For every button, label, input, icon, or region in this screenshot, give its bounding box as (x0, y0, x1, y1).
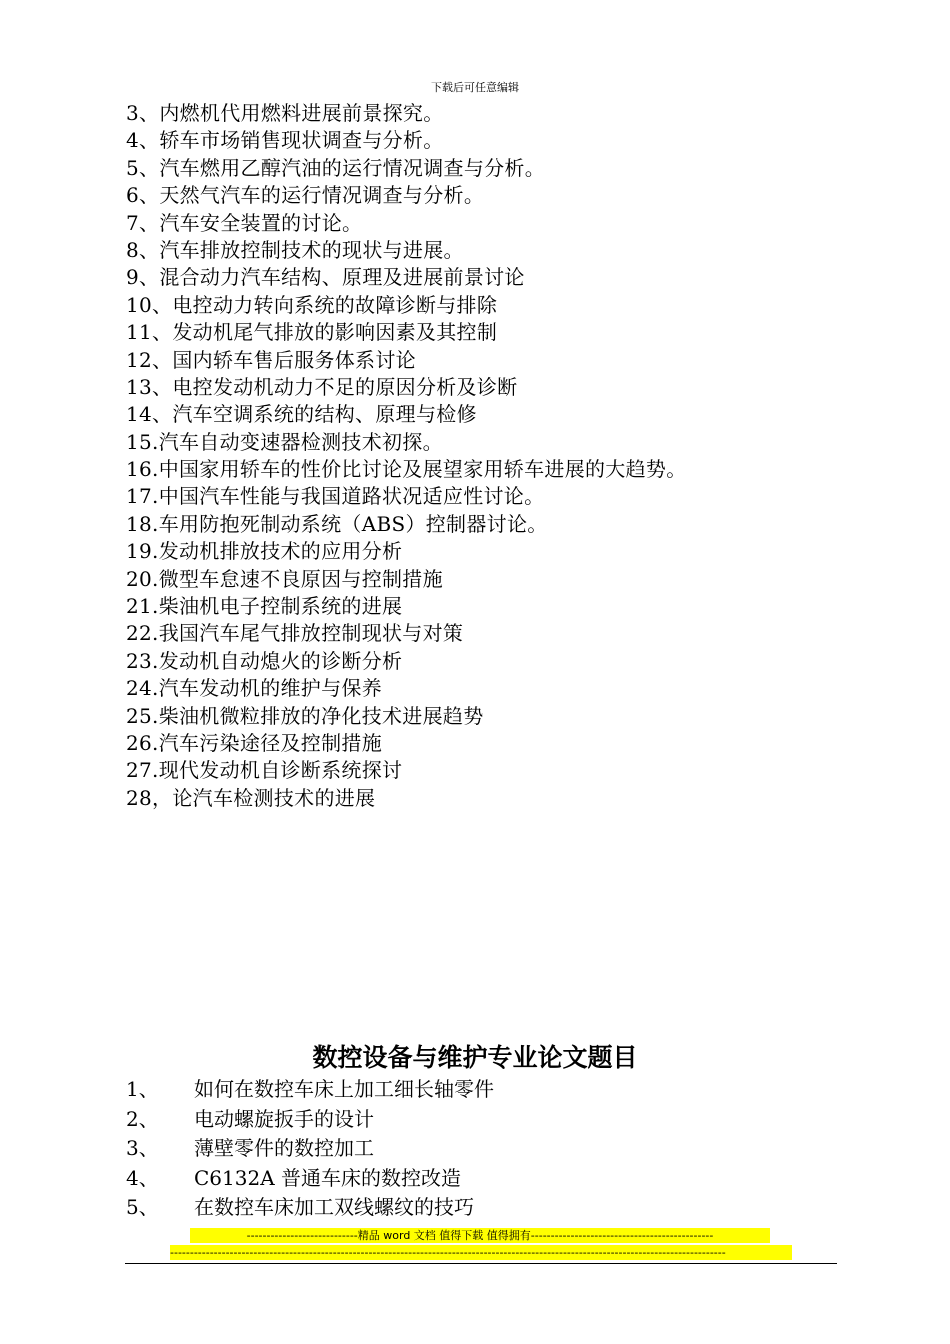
topic-item: 13、电控发动机动力不足的原因分析及诊断 (126, 374, 518, 399)
section-topic-item (126, 1134, 494, 1164)
section-topic-text: C6132A 普通车床的数控改造 (194, 1165, 462, 1190)
section-topic-text: 在数控车床加工双线螺纹的技巧 (194, 1195, 474, 1219)
topic-item: 24.汽车发动机的维护与保养 (126, 676, 383, 701)
topic-item: 20.微型车怠速不良原因与控制措施 (126, 566, 443, 591)
topic-item: 28，论汽车检测技术的进展 (126, 785, 376, 810)
section-topic-number: 1、 (126, 1077, 159, 1101)
section-topic-number: 4、 (126, 1165, 159, 1190)
topic-item: 9、混合动力汽车结构、原理及进展前景讨论 (126, 265, 525, 290)
section-topic-item (126, 1075, 494, 1105)
section-topic-text: 薄壁零件的数控加工 (194, 1136, 374, 1160)
topic-item: 22.我国汽车尾气排放控制现状与对策 (126, 621, 464, 646)
topic-item: 3、内燃机代用燃料进展前景探究。 (126, 101, 444, 125)
section-topic-item (126, 1105, 494, 1135)
footer-highlight-line-2: -------------------------------------------------------------------------------------------------------------------------------------------- (170, 1245, 792, 1260)
topic-item: 5、汽车燃用乙醇汽油的运行情况调查与分析。 (126, 155, 546, 180)
topic-item: 26.汽车污染途径及控制措施 (126, 730, 383, 755)
section-topic-item (126, 1164, 494, 1194)
section-topic-text: 如何在数控车床上加工细长轴零件 (194, 1077, 494, 1101)
topic-item: 4、轿车市场销售现状调查与分析。 (126, 128, 444, 153)
topic-item: 19.发动机排放技术的应用分析 (126, 539, 403, 564)
topic-item: 6、天然气汽车的运行情况调查与分析。 (126, 183, 485, 208)
topic-list (126, 100, 687, 812)
topic-item: 11、发动机尾气排放的影响因素及其控制 (126, 320, 498, 345)
page-header-note: 下载后可任意编辑 (431, 81, 519, 94)
topic-item: 12、国内轿车售后服务体系讨论 (126, 347, 416, 372)
topic-item: 18.车用防抱死制动系统（ABS）控制器讨论。 (126, 511, 548, 536)
section-topic-number: 2、 (126, 1106, 159, 1131)
topic-item: 23.发动机自动熄火的诊断分析 (126, 648, 403, 673)
topic-item: 25.柴油机微粒排放的净化技术进展趋势 (126, 703, 484, 728)
topic-item: 10、电控动力转向系统的故障诊断与排除 (126, 292, 498, 317)
topic-item: 8、汽车排放控制技术的现状与进展。 (126, 237, 464, 262)
topic-item: 7、汽车安全装置的讨论。 (126, 210, 363, 235)
topic-item: 27.现代发动机自诊断系统探讨 (126, 758, 403, 783)
topic-item: 14、汽车空调系统的结构、原理与检修 (126, 402, 477, 427)
topic-item: 16.中国家用轿车的性价比讨论及展望家用轿车进展的大趋势。 (126, 457, 687, 482)
section-title: 数控设备与维护专业论文题目 (312, 1043, 638, 1072)
section-topic-list (126, 1075, 494, 1223)
topic-item: 15.汽车自动变速器检测技术初探。 (126, 429, 443, 454)
footer-divider (125, 1263, 837, 1264)
section-topic-number: 3、 (126, 1136, 159, 1160)
topic-item: 17.中国汽车性能与我国道路状况适应性讨论。 (126, 484, 545, 509)
section-topic-text: 电动螺旋扳手的设计 (194, 1106, 374, 1131)
section-topic-item (126, 1193, 494, 1223)
topic-item: 21.柴油机电子控制系统的进展 (126, 594, 403, 619)
section-topic-number: 5、 (126, 1195, 159, 1219)
footer-highlight-line-1: ----------------------------精品 word 文档 值得下载 值得拥有---------------------------------------------- (190, 1228, 770, 1243)
